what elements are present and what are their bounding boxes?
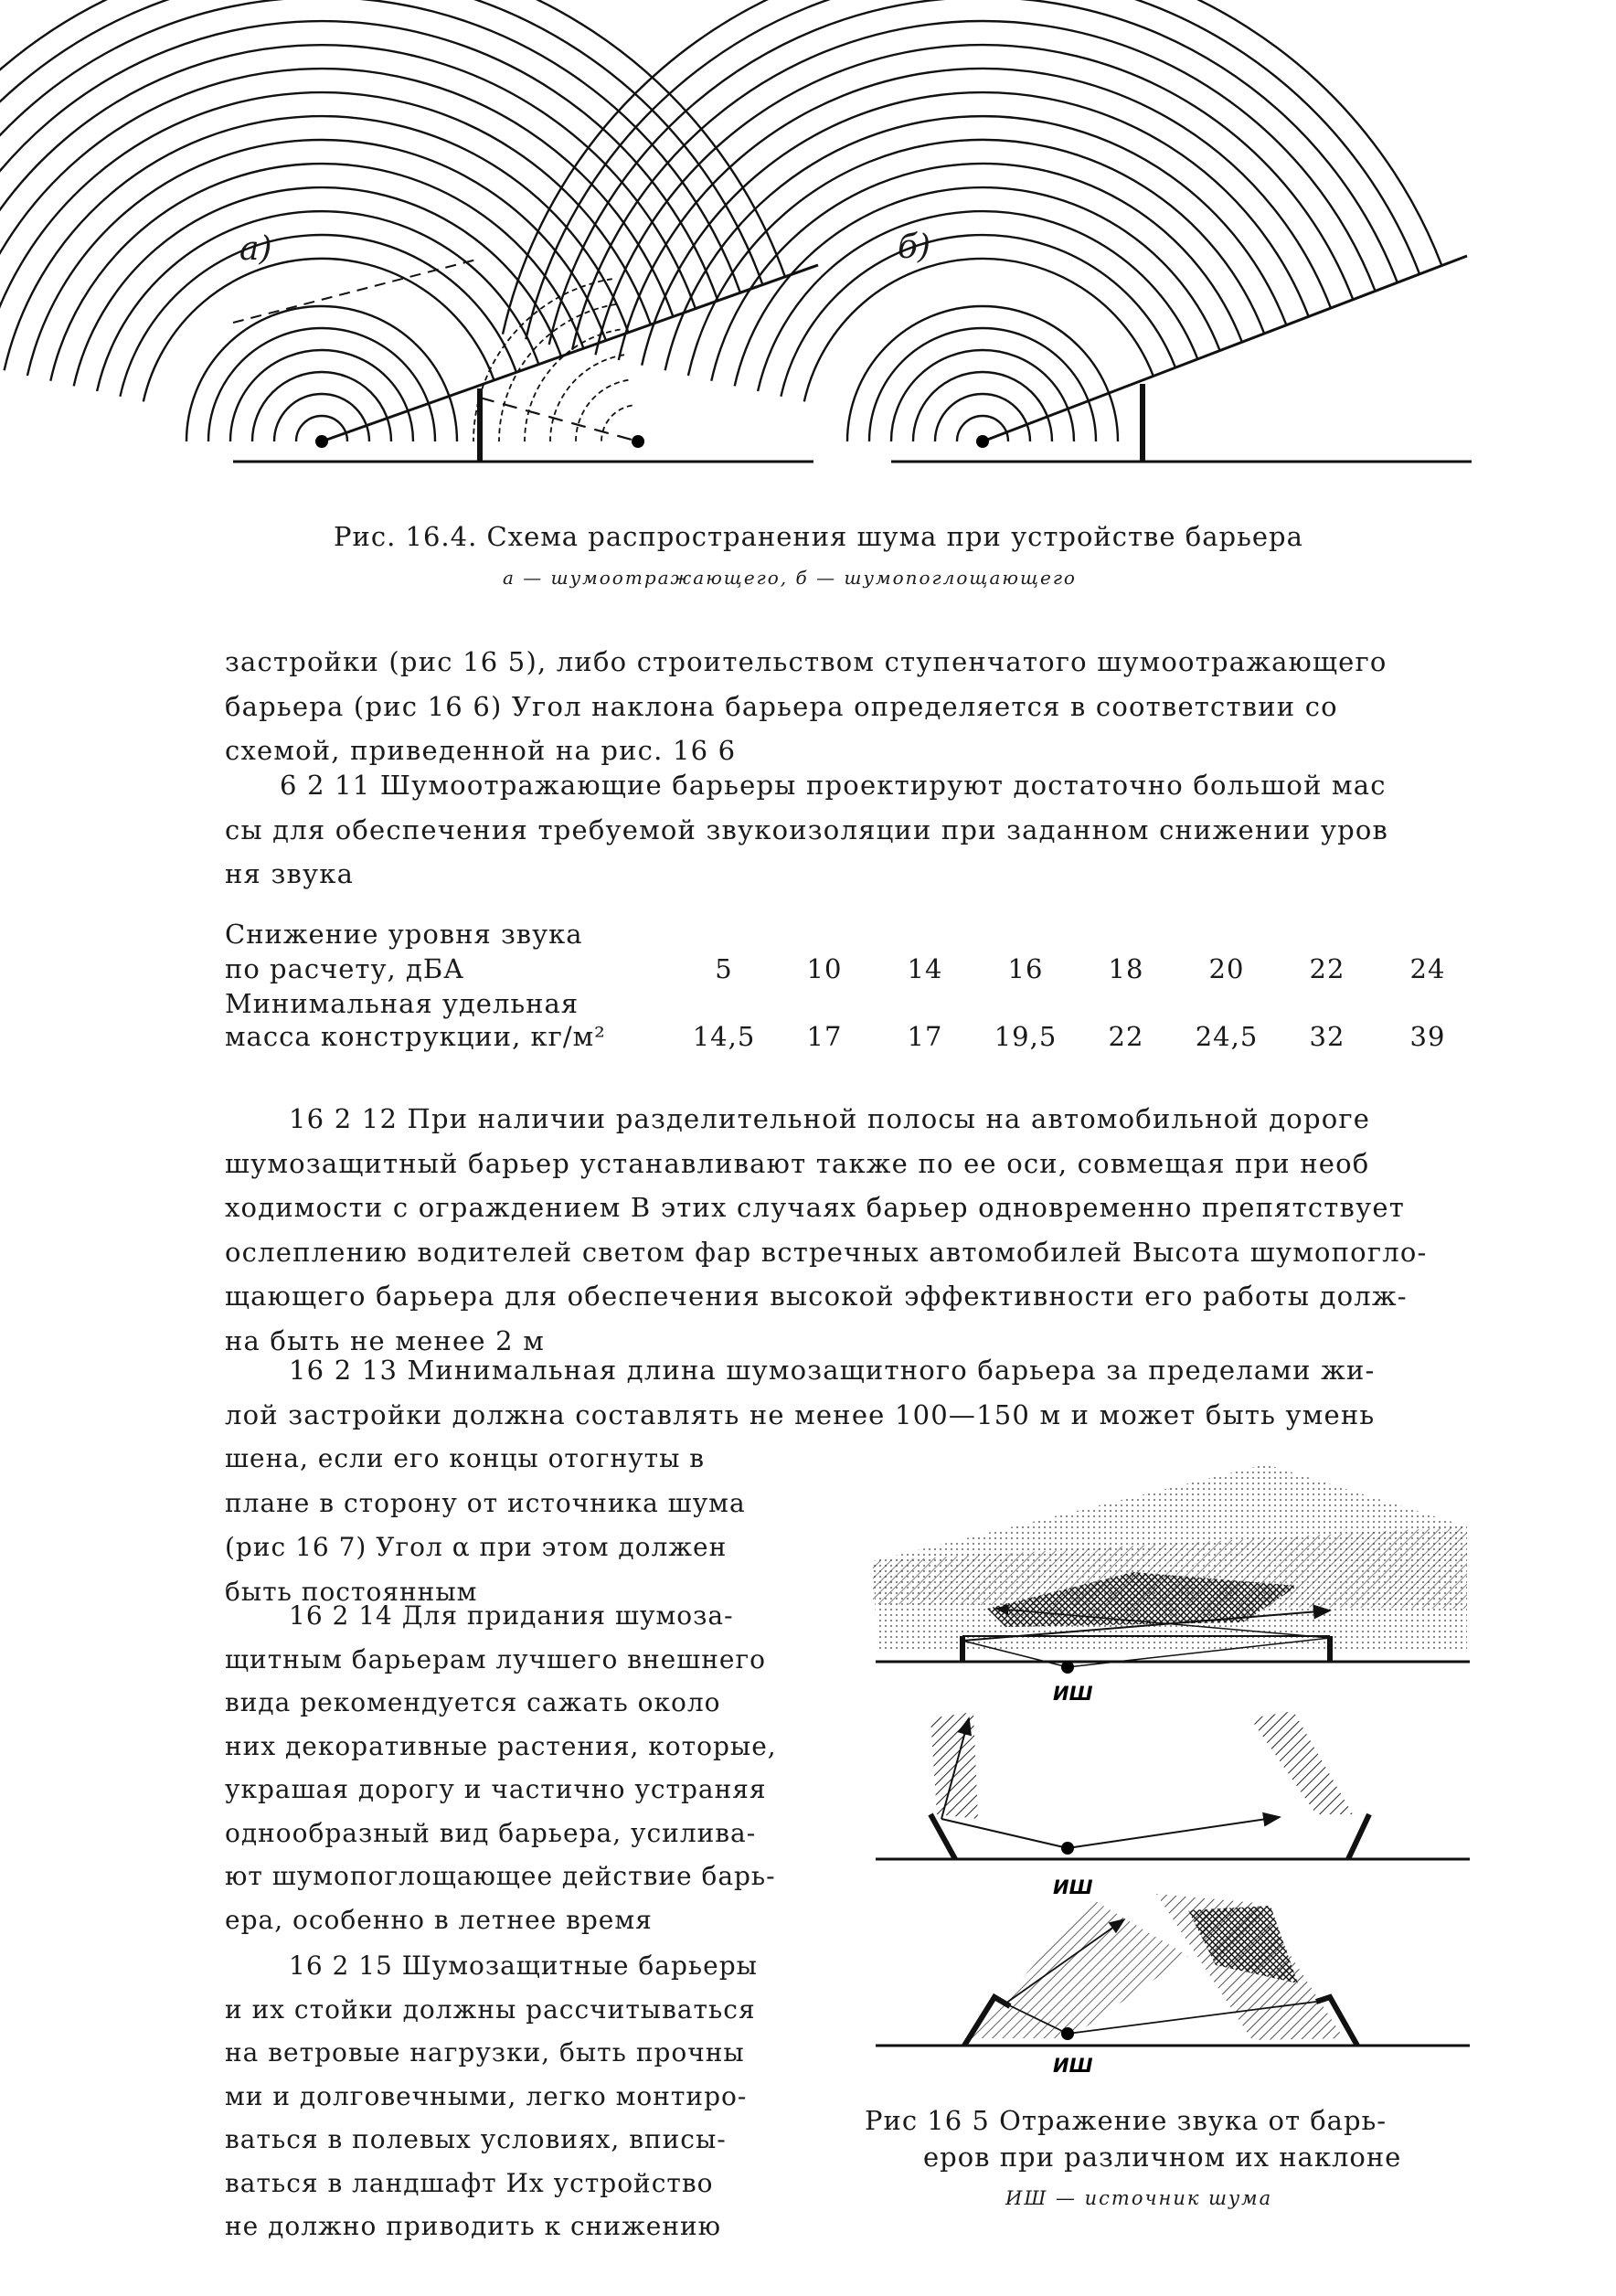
text-line: вида рекомендуется сажать около [225, 1687, 721, 1717]
text-line: ваться в полевых условиях, вписы- [225, 2124, 727, 2154]
text-line: 16 2 15 Шумозащитные барьеры [289, 1951, 758, 1981]
row1-value: 20 [1208, 953, 1245, 984]
text-line: и их стойки должны рассчитываться [225, 1993, 756, 2025]
text-line: сы для обеспечения требуемой звукоизоляции при заданном снижении уров [225, 813, 1389, 845]
row2-label-line2: масса конструкции, кг/м² [225, 1021, 606, 1052]
text-line: 16 2 12 При наличии разделительной полосы на автомобильной дороге [289, 1103, 1371, 1134]
text-line: ваться в ландшафт Их устройство [225, 2167, 714, 2198]
fig165-panel-2 [876, 1711, 1470, 1859]
row1-value: 10 [806, 953, 843, 984]
text-line: ера, особенно в летнее время [225, 1904, 653, 1935]
row1-value: 14 [907, 953, 943, 984]
row1-value: 22 [1309, 953, 1345, 984]
row2-value: 17 [907, 1021, 943, 1052]
fig165-panel-3 [876, 1894, 1470, 2046]
text-line: лой застройки должна составлять не менее 100—150 м и может быть умень [225, 1398, 1376, 1430]
row2-value: 32 [1309, 1021, 1345, 1052]
text-line: 6 2 11 Шумоотражающие барьеры проектируют достаточно большой мас [280, 770, 1387, 801]
text-line: украшая дорогу и частично устраняя [225, 1774, 767, 1804]
text-line: ослеплению водителей светом фар встречных автомобилей Высота шумопогло- [225, 1236, 1428, 1268]
row2-value: 24,5 [1195, 1021, 1259, 1052]
row1-label-line2: по расчету, дБА [225, 953, 465, 984]
text-line: 16 2 14 Для придания шумоза- [289, 1600, 734, 1631]
text-line: 16 2 13 Минимальная длина шумозащитного барьера за пределами жи- [289, 1355, 1376, 1386]
text-line: не должно приводить к снижению [225, 2211, 722, 2241]
text-line: ня звука [225, 858, 355, 890]
noise-source-label: ИШ [1053, 2055, 1093, 2077]
text-line: плане в сторону от источника шума [225, 1487, 746, 1518]
text-line: шумозащитный барьер устанавливают также по ее оси, совмещая при необ [225, 1147, 1370, 1179]
row2-value: 14,5 [692, 1021, 756, 1052]
text-line: на ветровые нагрузки, быть прочны [225, 2037, 745, 2067]
text-line: щитным барьерам лучшего внешнего [225, 1643, 766, 1674]
text-line: шена, если его концы отогнуты в [225, 1443, 706, 1473]
text-line: быть постоянным [225, 1576, 478, 1607]
figure-b-label: б) [898, 229, 931, 266]
figure-16-5-caption-line2: еров при различном их наклоне [923, 2142, 1402, 2173]
row2-value: 17 [806, 1021, 843, 1052]
figure-16-4-subcaption: а — шумоотражающего, б — шумопоглощающего [503, 567, 1077, 589]
text-line: ют шумопоглощающее действие барь- [225, 1861, 776, 1891]
text-line: щающего барьера для обеспечения высокой эффективности его работы долж- [225, 1281, 1408, 1313]
row2-value: 39 [1409, 1021, 1446, 1052]
text-line: ми и долговечными, легко монтиро- [225, 2080, 748, 2111]
figure-16-4-caption: Рис. 16.4. Схема распространения шума при устройстве барьера [334, 521, 1303, 552]
row1-label-line1: Снижение уровня звука [225, 919, 583, 950]
text-line: них декоративные растения, которые, [225, 1730, 777, 1761]
fig165-panel-1 [873, 1464, 1470, 1674]
text-line: (рис 16 7) Угол α при этом должен [225, 1532, 728, 1563]
row1-value: 18 [1108, 953, 1144, 984]
text-line: ходимости с ограждением В этих случаях барьер одновременно препятствует [225, 1192, 1405, 1224]
row1-value: 5 [715, 953, 733, 984]
figure-16-5-caption-line3: ИШ — источник шума [1005, 2187, 1273, 2209]
row2-value: 22 [1108, 1021, 1144, 1052]
noise-source-label: ИШ [1053, 1683, 1093, 1705]
noise-source-label: ИШ [1053, 1876, 1093, 1898]
text-line: однообразный вид барьера, усилива- [225, 1817, 757, 1848]
row2-label-line1: Минимальная удельная [225, 988, 579, 1019]
figure-16-5-caption-line1: Рис 16 5 Отражение звука от барь- [865, 2105, 1387, 2136]
text-line: барьера (рис 16 6) Угол наклона барьера определяется в соответствии со [225, 690, 1338, 722]
figure-a-label: а) [239, 230, 272, 268]
text-line: схемой, приведенной на рис. 16 6 [225, 735, 737, 767]
row1-value: 24 [1409, 953, 1446, 984]
text-line: на быть не менее 2 м [225, 1324, 545, 1356]
row1-value: 16 [1007, 953, 1044, 984]
text-line: застройки (рис 16 5), либо строительством ступенчатого шумоотражающего [225, 646, 1387, 677]
row2-value: 19,5 [994, 1021, 1058, 1052]
